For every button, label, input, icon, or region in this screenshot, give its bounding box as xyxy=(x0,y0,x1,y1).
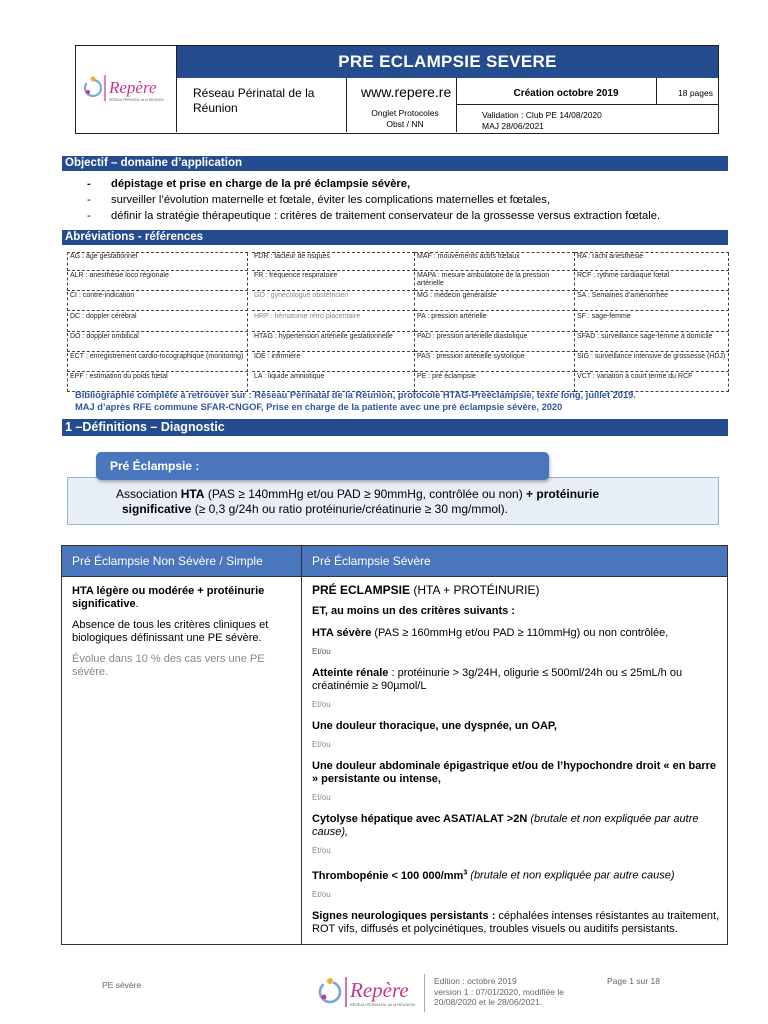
list-item: - surveiller l’évolution maternelle et fœtale, éviter les complications maternelles et fœtales, xyxy=(87,192,660,208)
simple-column: HTA légère ou modérée + protéinurie significative. Absence de tous les critères cliniques et biologiques définissant une PE sévère. Évolue dans 10 % des cas vers une PE sévère. xyxy=(72,585,269,678)
table-header-severe: Pré Éclampsie Sévère xyxy=(302,546,727,576)
definition-tab: Pré Éclampsie : xyxy=(96,452,549,480)
table-row: EPF : estimation du poids fœtal LA : liquide amniotique PE : pré éclampsie VCT : variation à court terme du RCF xyxy=(67,373,729,393)
footer-edition: Edition : octobre 2019 version 1 : 07/01/2020, modifiée le 20/08/2020 et le 28/06/2021. xyxy=(434,976,564,1007)
table-row: ECT : enregistrement cardio-tocographique (monitoring) IDE : infirmière PAS : pression artérielle systolique SIG : surveillance intensive de grossesse (HDJ) xyxy=(67,353,729,373)
abbreviations-grid xyxy=(67,252,729,393)
svg-text:Repère: Repère xyxy=(109,78,157,97)
footer-doc-name: PE sévère xyxy=(102,980,142,990)
repere-logo-icon xyxy=(83,69,169,109)
definition-text: Association HTA (PAS ≥ 140mmHg et/ou PAD ≥ 90mmHg, contrôlée ou non) + protéinurie significative (≥ 0,3 g/24h ou ratio protéinurie/créatinurie ≥ 30 mg/mmol). xyxy=(116,487,600,516)
page-count: 18 pages xyxy=(678,88,713,98)
footer-page-number: Page 1 sur 18 xyxy=(607,976,660,986)
document-title: PRE ECLAMPSIE SEVERE xyxy=(177,46,718,78)
list-item: - définir la stratégie thérapeutique : critères de traitement conservateur de la grossesse versus extraction fœtale. xyxy=(87,208,660,224)
repere-logo xyxy=(76,46,177,132)
list-item: - dépistage et prise en charge de la pré éclampsie sévère, xyxy=(87,176,660,192)
svg-text:RÉSEAU PÉRINATAL de la RÉUNION: RÉSEAU PÉRINATAL de la RÉUNION xyxy=(109,98,164,102)
severe-column: PRÉ ECLAMPSIE (HTA + PROTÉINURIE) ET, au moins un des critères suivants : HTA sévère (PAS ≥ 160mmHg et/ou PAD ≥ 110mmHg) ou non contrôlée, Et/ou Atteinte rénale : protéinurie > 3g/24H, oligurie ≤ 500ml/24h ou ≤ 25mL/h ou créatinémie ≥ 90µmol/L Et/ou Une douleur thoracique, une dyspnée, un OAP, Et/ou Une douleur abdominale épigastrique et/ou de l’hypochondre droit « en barre » persistante ou intense, Et/ou Cytolyse hépatique avec ASAT/ALAT >2N (brutale et non expliquée par autre cause), Et/ou Thrombopénie < 100 $000/mm^3$ (brutale et non expliquée par autre cause) Et/ou Signes neurologiques persistants : céphalées intenses résistantes au traitement, ROT vifs, diffusés et polycinétiques, troubles visuels ou auditifs persistants. xyxy=(312,583,720,935)
table-row: AG : âge gestationnel FDR : facteur de risques MAF : mouvements actifs fœtaux RA : rachi anesthésie xyxy=(67,252,729,272)
repere-logo-icon xyxy=(316,973,416,1011)
definitions-heading: 1 –Définitions – Diagnostic xyxy=(62,419,728,436)
document-header xyxy=(75,45,719,134)
validation-info: Validation : Club PE 14/08/2020 MAJ 28/06/2021 xyxy=(482,110,602,131)
creation-date: Création octobre 2019 xyxy=(513,88,619,99)
footer-logo xyxy=(316,973,416,1016)
objectif-list xyxy=(87,176,660,224)
abreviations-heading: Abréviations - références xyxy=(62,230,728,245)
website-link[interactable]: www.repere.re xyxy=(361,84,452,100)
table-header-simple: Pré Éclampsie Non Sévère / Simple xyxy=(62,546,301,576)
svg-text:RÉSEAU PÉRINATAL de la RÉUNION: RÉSEAU PÉRINATAL de la RÉUNION xyxy=(350,1003,415,1007)
table-row: DC : doppler cérébral HRP : hématome rétro placentaire PA : pression artérielle SF : sage-femme xyxy=(67,313,729,333)
table-row: CI : contre-indication GO : gynécologue obstétricien MG : médecin généraliste SA : Semaines d’aménorrhée xyxy=(67,292,729,312)
comparison-table xyxy=(61,545,728,945)
objectif-heading: Objectif – domaine d’application xyxy=(62,156,728,171)
onglet-label: Onglet Protocoles Obst / NN xyxy=(371,108,439,129)
bibliography: Bibliographie complète à retrouver sur : Réseau Périnatal de la Réunion, protocole HTAG-Prééclampsie, texte long, juillet 2019. MAJ d’après RFE commune SFAR-CNGOF, Prise en charge de la patiente avec une pré éclampsie sévère, 2020 xyxy=(75,390,636,412)
table-row: ALR : anesthésie loco régionale FR : fréquence respiratoire MAPA : mesure ambulatoire de la pression artérielle RCF : rythme cardiaque fœtal xyxy=(67,272,729,292)
table-row: DO : doppler ombilical HTAG : hypertension artérielle gestationnelle PAD : pression artérielle diastolique SFAD : surveillance sage-femme à domicile xyxy=(67,333,729,353)
reseau-name: Réseau Périnatal de la Réunion xyxy=(193,86,315,115)
svg-text:Repère: Repère xyxy=(350,978,409,1002)
